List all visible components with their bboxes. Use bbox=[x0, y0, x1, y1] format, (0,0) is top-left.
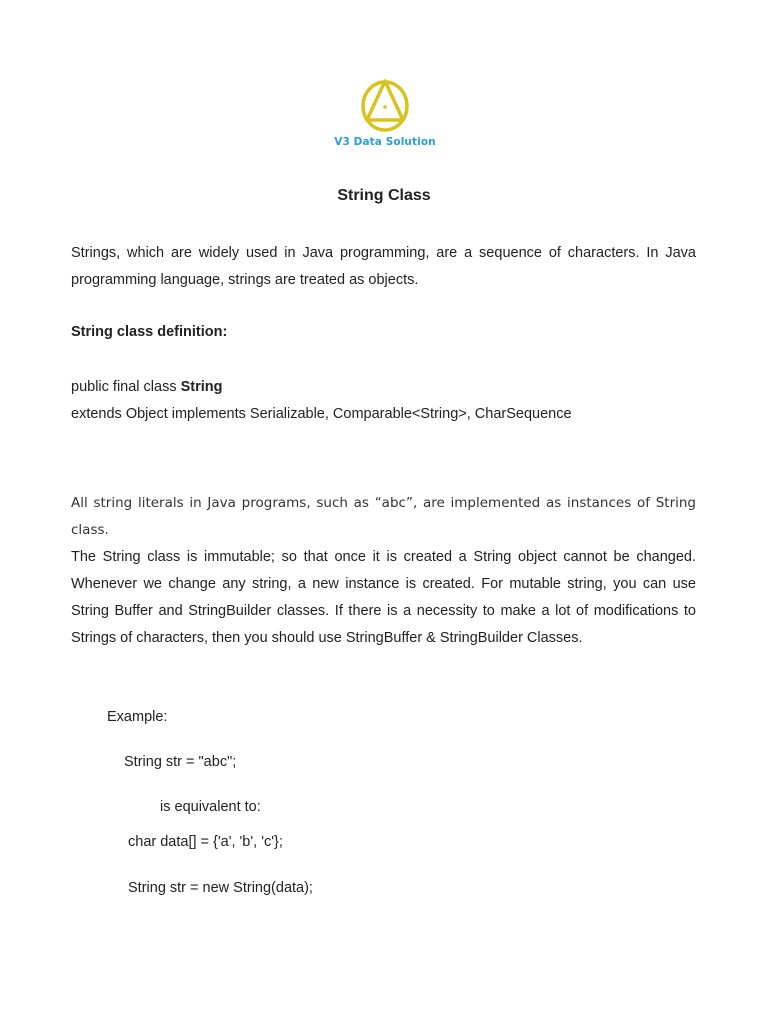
logo-text: V3 Data Solution bbox=[334, 136, 436, 148]
declaration-line-1 bbox=[71, 374, 572, 401]
company-logo bbox=[330, 74, 440, 164]
triangle-in-circle-icon bbox=[357, 74, 413, 134]
class-declaration bbox=[71, 374, 572, 428]
example-code-line-3: String str = new String(data); bbox=[128, 880, 313, 896]
page-title: String Class bbox=[337, 187, 431, 204]
example-label: Example: bbox=[107, 709, 168, 725]
example-code-line-1: String str = "abc"; bbox=[124, 754, 237, 770]
example-code-line-2: char data[] = {'a', 'b', 'c'}; bbox=[128, 834, 283, 850]
example-equivalent-note: is equivalent to: bbox=[160, 799, 261, 815]
literals-paragraph: All string literals in Java programs, such as “abc”, are implemented as instances of String class. bbox=[71, 495, 696, 538]
definition-heading: String class definition: bbox=[71, 324, 228, 340]
declaration-line-2: extends Object implements Serializable, Comparable<String>, CharSequence bbox=[71, 406, 572, 422]
declaration-prefix: public final class bbox=[71, 379, 181, 395]
immutable-paragraph: The String class is immutable; so that once it is created a String object cannot be changed. Whenever we change any string, a new instance is created. For mutable string, you can use String Buffer and StringBuilder classes. If there is a necessity to make a lot of modifications to Strings of characters, then you should use StringBuffer & StringBuilder Classes. bbox=[71, 549, 696, 646]
intro-paragraph: Strings, which are widely used in Java programming, are a sequence of characters. In Java programming language, strings are treated as objects. bbox=[71, 245, 696, 288]
declaration-class-name: String bbox=[180, 379, 223, 395]
